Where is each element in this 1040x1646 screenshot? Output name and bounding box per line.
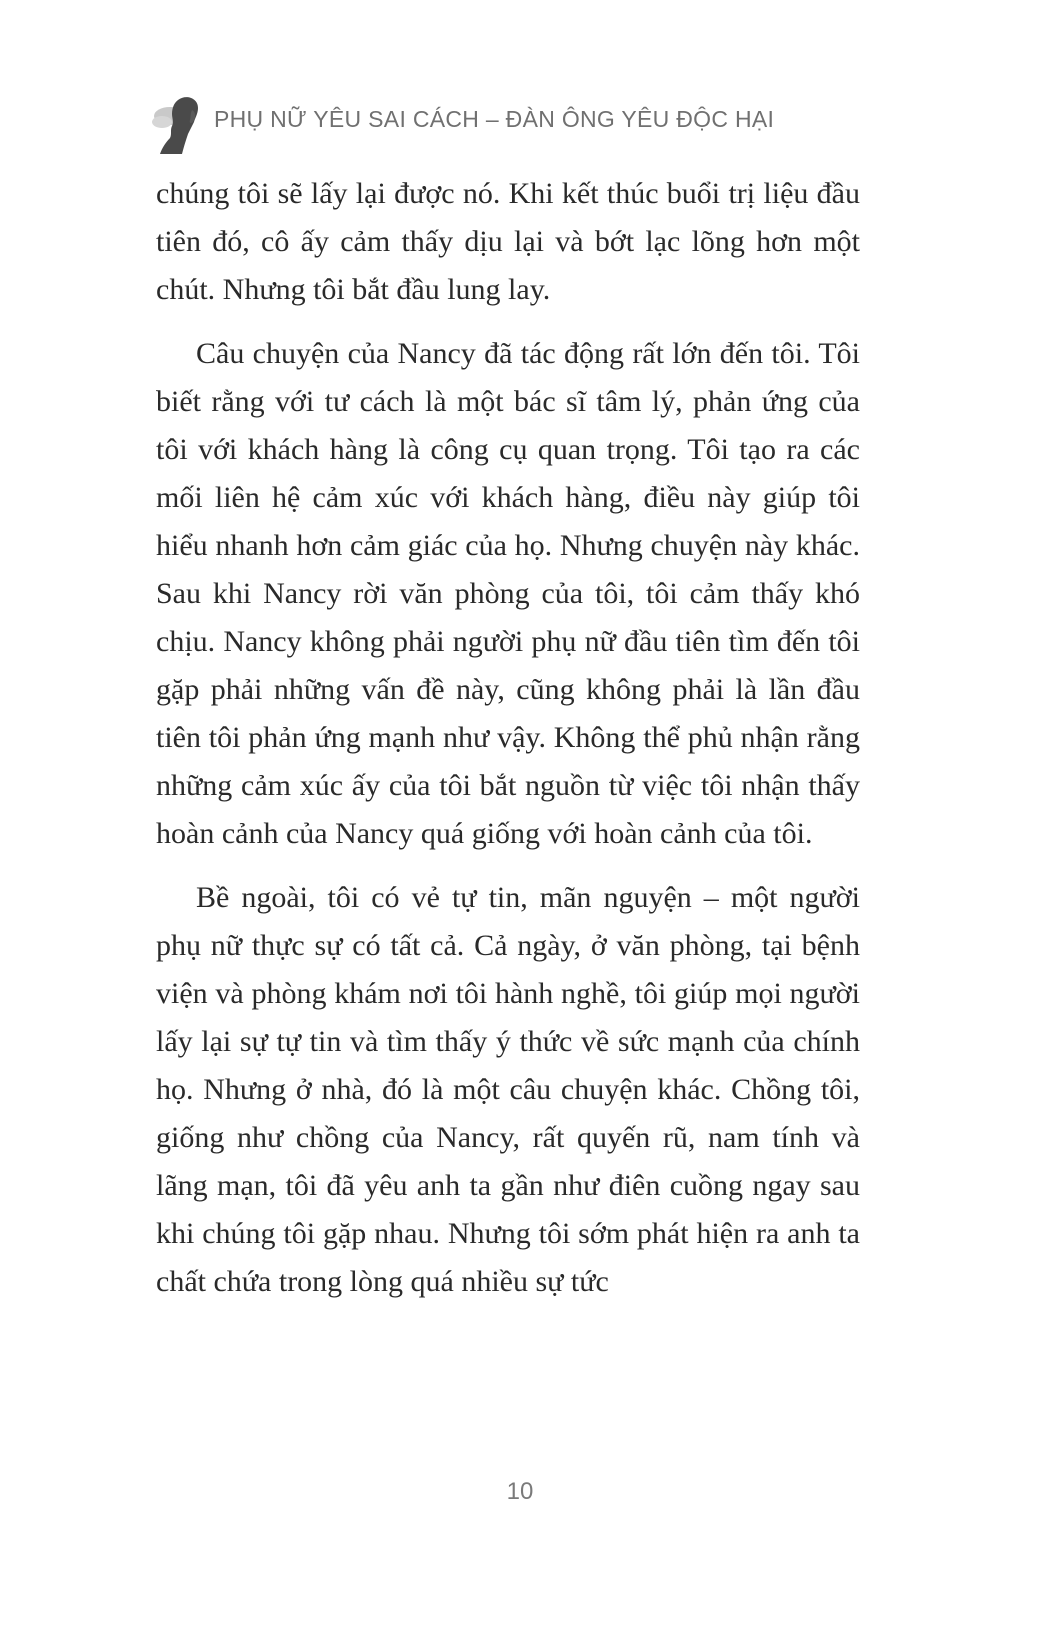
paragraph-3: Bề ngoài, tôi có vẻ tự tin, mãn nguyện – một người phụ nữ thực sự có tất cả. Cả ngày, ở văn phòng, tại bệnh viện và phòng khám nơi tôi hành nghề, tôi giúp mọi người lấy lại sự tự tin và tìm thấy ý thức về sức mạnh của chính họ. Nhưng ở nhà, đó là một câu chuyện khác. Chồng tôi, giống như chồng của Nancy, rất quyến rũ, nam tính và lãng mạn, tôi đã yêu anh ta gần như điên cuồng ngay sau khi chúng tôi gặp nhau. Nhưng tôi sớm phát hiện ra anh ta chất chứa trong lòng quá nhiều sự tức [156, 881, 860, 1298]
page-number: 10 [506, 1478, 534, 1505]
book-title: PHỤ NỮ YÊU SAI CÁCH – ĐÀN ÔNG YÊU ĐỘC HẠI [214, 106, 775, 132]
paragraph-1: chúng tôi sẽ lấy lại được nó. Khi kết thúc buổi trị liệu đầu tiên đó, cô ấy cảm thấy dịu lại và bớt lạc lõng hơn một chút. Nhưng tôi bắt đầu lung lay. [156, 177, 860, 306]
woman-silhouette-icon [148, 92, 208, 154]
page-body [156, 170, 860, 1306]
running-header [148, 92, 908, 154]
paragraph-2: Câu chuyện của Nancy đã tác động rất lớn đến tôi. Tôi biết rằng với tư cách là một bác sĩ tâm lý, phản ứng của tôi với khách hàng là công cụ quan trọng. Tôi tạo ra các mối liên hệ cảm xúc với khách hàng, điều này giúp tôi hiểu nhanh hơn cảm giác của họ. Nhưng chuyện này khác. Sau khi Nancy rời văn phòng của tôi, tôi cảm thấy khó chịu. Nancy không phải người phụ nữ đầu tiên tìm đến tôi gặp phải những vấn đề này, cũng không phải là lần đầu tiên tôi phản ứng mạnh như vậy. Không thể phủ nhận rằng những cảm xúc ấy của tôi bắt nguồn từ việc tôi nhận thấy hoàn cảnh của Nancy quá giống với hoàn cảnh của tôi. [156, 337, 860, 850]
